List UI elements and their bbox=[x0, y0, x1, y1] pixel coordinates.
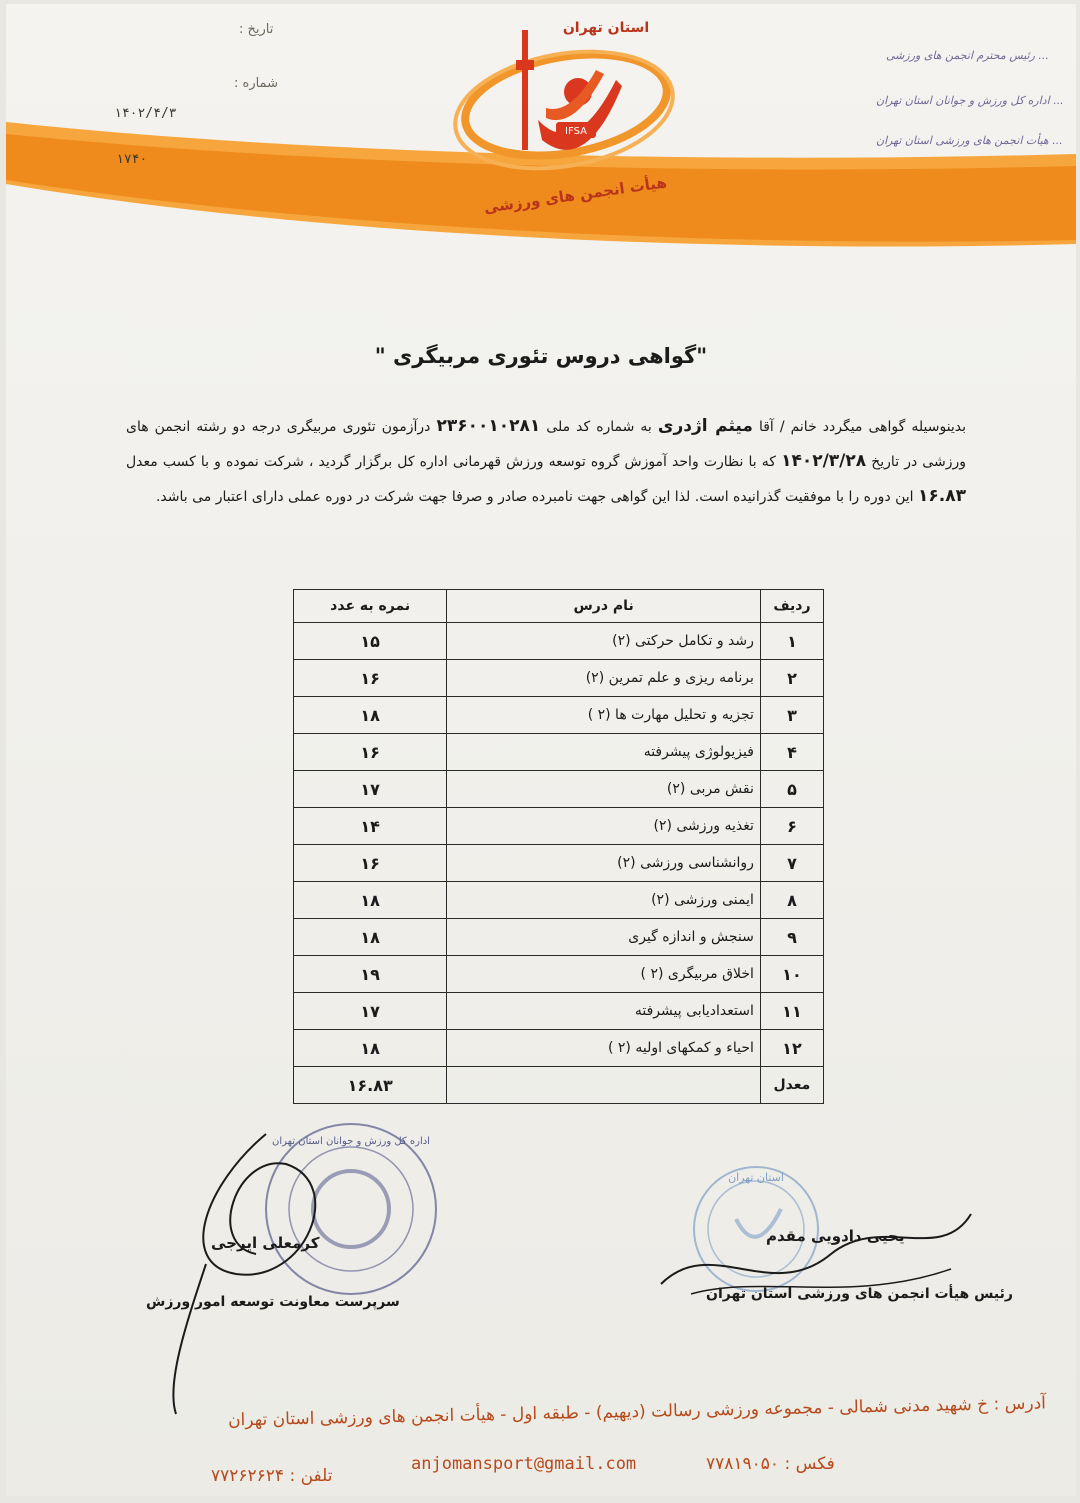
course-name: رشد و تکامل حرکتی (۲) bbox=[447, 623, 761, 660]
course-name: تغذیه ورزشی (۲) bbox=[447, 808, 761, 845]
national-id: ۲۳۶۰۰۱۰۲۸۱ bbox=[436, 416, 541, 436]
table-row bbox=[294, 697, 824, 734]
table-row bbox=[294, 660, 824, 697]
row-number: ۷ bbox=[760, 845, 823, 882]
row-number: ۱ bbox=[760, 623, 823, 660]
footer-phone: تلفن : ۷۷۲۶۲۶۲۴ bbox=[211, 1466, 333, 1486]
grade-value: ۱۷ bbox=[294, 993, 447, 1030]
average-label: معدل bbox=[760, 1067, 823, 1104]
svg-text:استان تهران: استان تهران bbox=[562, 20, 650, 36]
table-header-row bbox=[294, 590, 824, 623]
course-name: ایمنی ورزشی (۲) bbox=[447, 882, 761, 919]
right-signatory-name: یحیی دادویی مقدم bbox=[766, 1227, 905, 1245]
body-text-3: درآزمون تئوری مربیگری درجه دو رشته انجمن های ورزشی در تاریخ bbox=[126, 419, 966, 470]
table-row bbox=[294, 993, 824, 1030]
table-row bbox=[294, 623, 824, 660]
left-signatory-title: سرپرست معاونت توسعه امور ورزش bbox=[146, 1294, 400, 1310]
course-name: احیاء و کمکهای اولیه (۲ ) bbox=[447, 1030, 761, 1067]
row-number: ۴ bbox=[760, 734, 823, 771]
footer-email: anjomansport@gmail.com bbox=[411, 1454, 637, 1474]
body-text-5: این دوره را با موفقیت گذرانیده است. لذا این گواهی جهت نامبرده صادر و صرفا جهت شرکت در دوره عملی دارای اعتبار می باشد. bbox=[155, 489, 914, 505]
footer-address: آدرس : خ شهید مدنی شمالی - مجموعه ورزشی رسالت (دیهیم) - طبقه اول - هیأت انجمن های ورزشی استان تهران bbox=[227, 1393, 1047, 1431]
course-name: سنجش و اندازه گیری bbox=[447, 919, 761, 956]
svg-text:اداره کل ورزش و جوانان استان ت: اداره کل ورزش و جوانان استان تهران bbox=[272, 1136, 430, 1147]
cc-line-3: ... هیأت انجمن های ورزشی استان تهران bbox=[876, 134, 1063, 147]
row-number: ۸ bbox=[760, 882, 823, 919]
row-number: ۵ bbox=[760, 771, 823, 808]
grade-value: ۱۸ bbox=[294, 697, 447, 734]
grade-value: ۱۶ bbox=[294, 660, 447, 697]
grade-value: ۱۹ bbox=[294, 956, 447, 993]
row-number: ۹ bbox=[760, 919, 823, 956]
row-number: ۱۲ bbox=[760, 1030, 823, 1067]
number-label: شماره : bbox=[234, 76, 278, 91]
average-empty bbox=[447, 1067, 761, 1104]
course-name: استعدادیابی پیشرفته bbox=[447, 993, 761, 1030]
certificate-title: "گواهی دروس تئوری مربیگری " bbox=[374, 344, 708, 368]
exam-date: ۱۴۰۲/۳/۲۸ bbox=[781, 451, 867, 471]
grades-table bbox=[293, 589, 824, 1104]
left-signature bbox=[146, 1124, 406, 1424]
average-value: ۱۶.۸۳ bbox=[294, 1067, 447, 1104]
grade-value: ۱۴ bbox=[294, 808, 447, 845]
table-row bbox=[294, 734, 824, 771]
table-row bbox=[294, 882, 824, 919]
date-value: ۱۴۰۲/۴/۳ bbox=[114, 106, 177, 121]
ifsa-logo bbox=[446, 10, 686, 220]
row-number: ۶ bbox=[760, 808, 823, 845]
row-number: ۱۰ bbox=[760, 956, 823, 993]
course-name: فیزیولوژی پیشرفته bbox=[447, 734, 761, 771]
table-row bbox=[294, 919, 824, 956]
average-row bbox=[294, 1067, 824, 1104]
date-label: تاریخ : bbox=[239, 22, 274, 37]
recipient-name: میثم اژدری bbox=[657, 416, 753, 436]
course-name: اخلاق مربیگری (۲ ) bbox=[447, 956, 761, 993]
certificate-page bbox=[6, 4, 1076, 1496]
row-number: ۳ bbox=[760, 697, 823, 734]
svg-text:هیأت انجمن های ورزشی: هیأت انجمن های ورزشی bbox=[482, 173, 668, 217]
cc-line-1: ... رئیس محترم انجمن های ورزشی bbox=[886, 49, 1049, 62]
certificate-body bbox=[126, 409, 966, 514]
number-value: ۱۷۴۰ bbox=[116, 152, 148, 167]
course-name: تجزیه و تحلیل مهارت ها (۲ ) bbox=[447, 697, 761, 734]
table-row bbox=[294, 771, 824, 808]
svg-text:IFSA: IFSA bbox=[565, 126, 587, 137]
header-row-number: ردیف bbox=[760, 590, 823, 623]
row-number: ۱۱ bbox=[760, 993, 823, 1030]
body-text-1: بدینوسیله گواهی میگردد خانم / آقا bbox=[758, 419, 967, 435]
grade-value: ۱۶ bbox=[294, 734, 447, 771]
svg-text:استان تهران: استان تهران bbox=[728, 1171, 784, 1184]
left-signatory-name: کرمعلی ایرجی bbox=[211, 1234, 320, 1252]
grade-value: ۱۶ bbox=[294, 845, 447, 882]
course-name: نقش مربی (۲) bbox=[447, 771, 761, 808]
grade-value: ۱۸ bbox=[294, 882, 447, 919]
body-text-4: که با نظارت واحد آموزش گروه توسعه ورزش قهرمانی اداره کل برگزار گردید ، شرکت نموده و با کسب معدل bbox=[126, 454, 776, 470]
cc-line-2: ... اداره کل ورزش و جوانان استان تهران bbox=[876, 94, 1064, 107]
grade-value: ۱۷ bbox=[294, 771, 447, 808]
header-grade: نمره به عدد bbox=[294, 590, 447, 623]
grade-value: ۱۸ bbox=[294, 919, 447, 956]
table-row bbox=[294, 808, 824, 845]
table-row bbox=[294, 845, 824, 882]
row-number: ۲ bbox=[760, 660, 823, 697]
grade-value: ۱۵ bbox=[294, 623, 447, 660]
footer-fax: فکس : ۷۷۸۱۹۰۵۰ bbox=[706, 1454, 835, 1474]
course-name: روانشناسی ورزشی (۲) bbox=[447, 845, 761, 882]
course-name: برنامه ریزی و علم تمرین (۲) bbox=[447, 660, 761, 697]
table-row bbox=[294, 1030, 824, 1067]
table-row bbox=[294, 956, 824, 993]
grade-value: ۱۸ bbox=[294, 1030, 447, 1067]
gpa-value: ۱۶.۸۳ bbox=[918, 486, 966, 506]
right-signatory-title: رئیس هیأت انجمن های ورزشی استان تهران bbox=[706, 1286, 1013, 1302]
body-text-2: به شماره کد ملی bbox=[546, 419, 652, 435]
header-course-name: نام درس bbox=[447, 590, 761, 623]
